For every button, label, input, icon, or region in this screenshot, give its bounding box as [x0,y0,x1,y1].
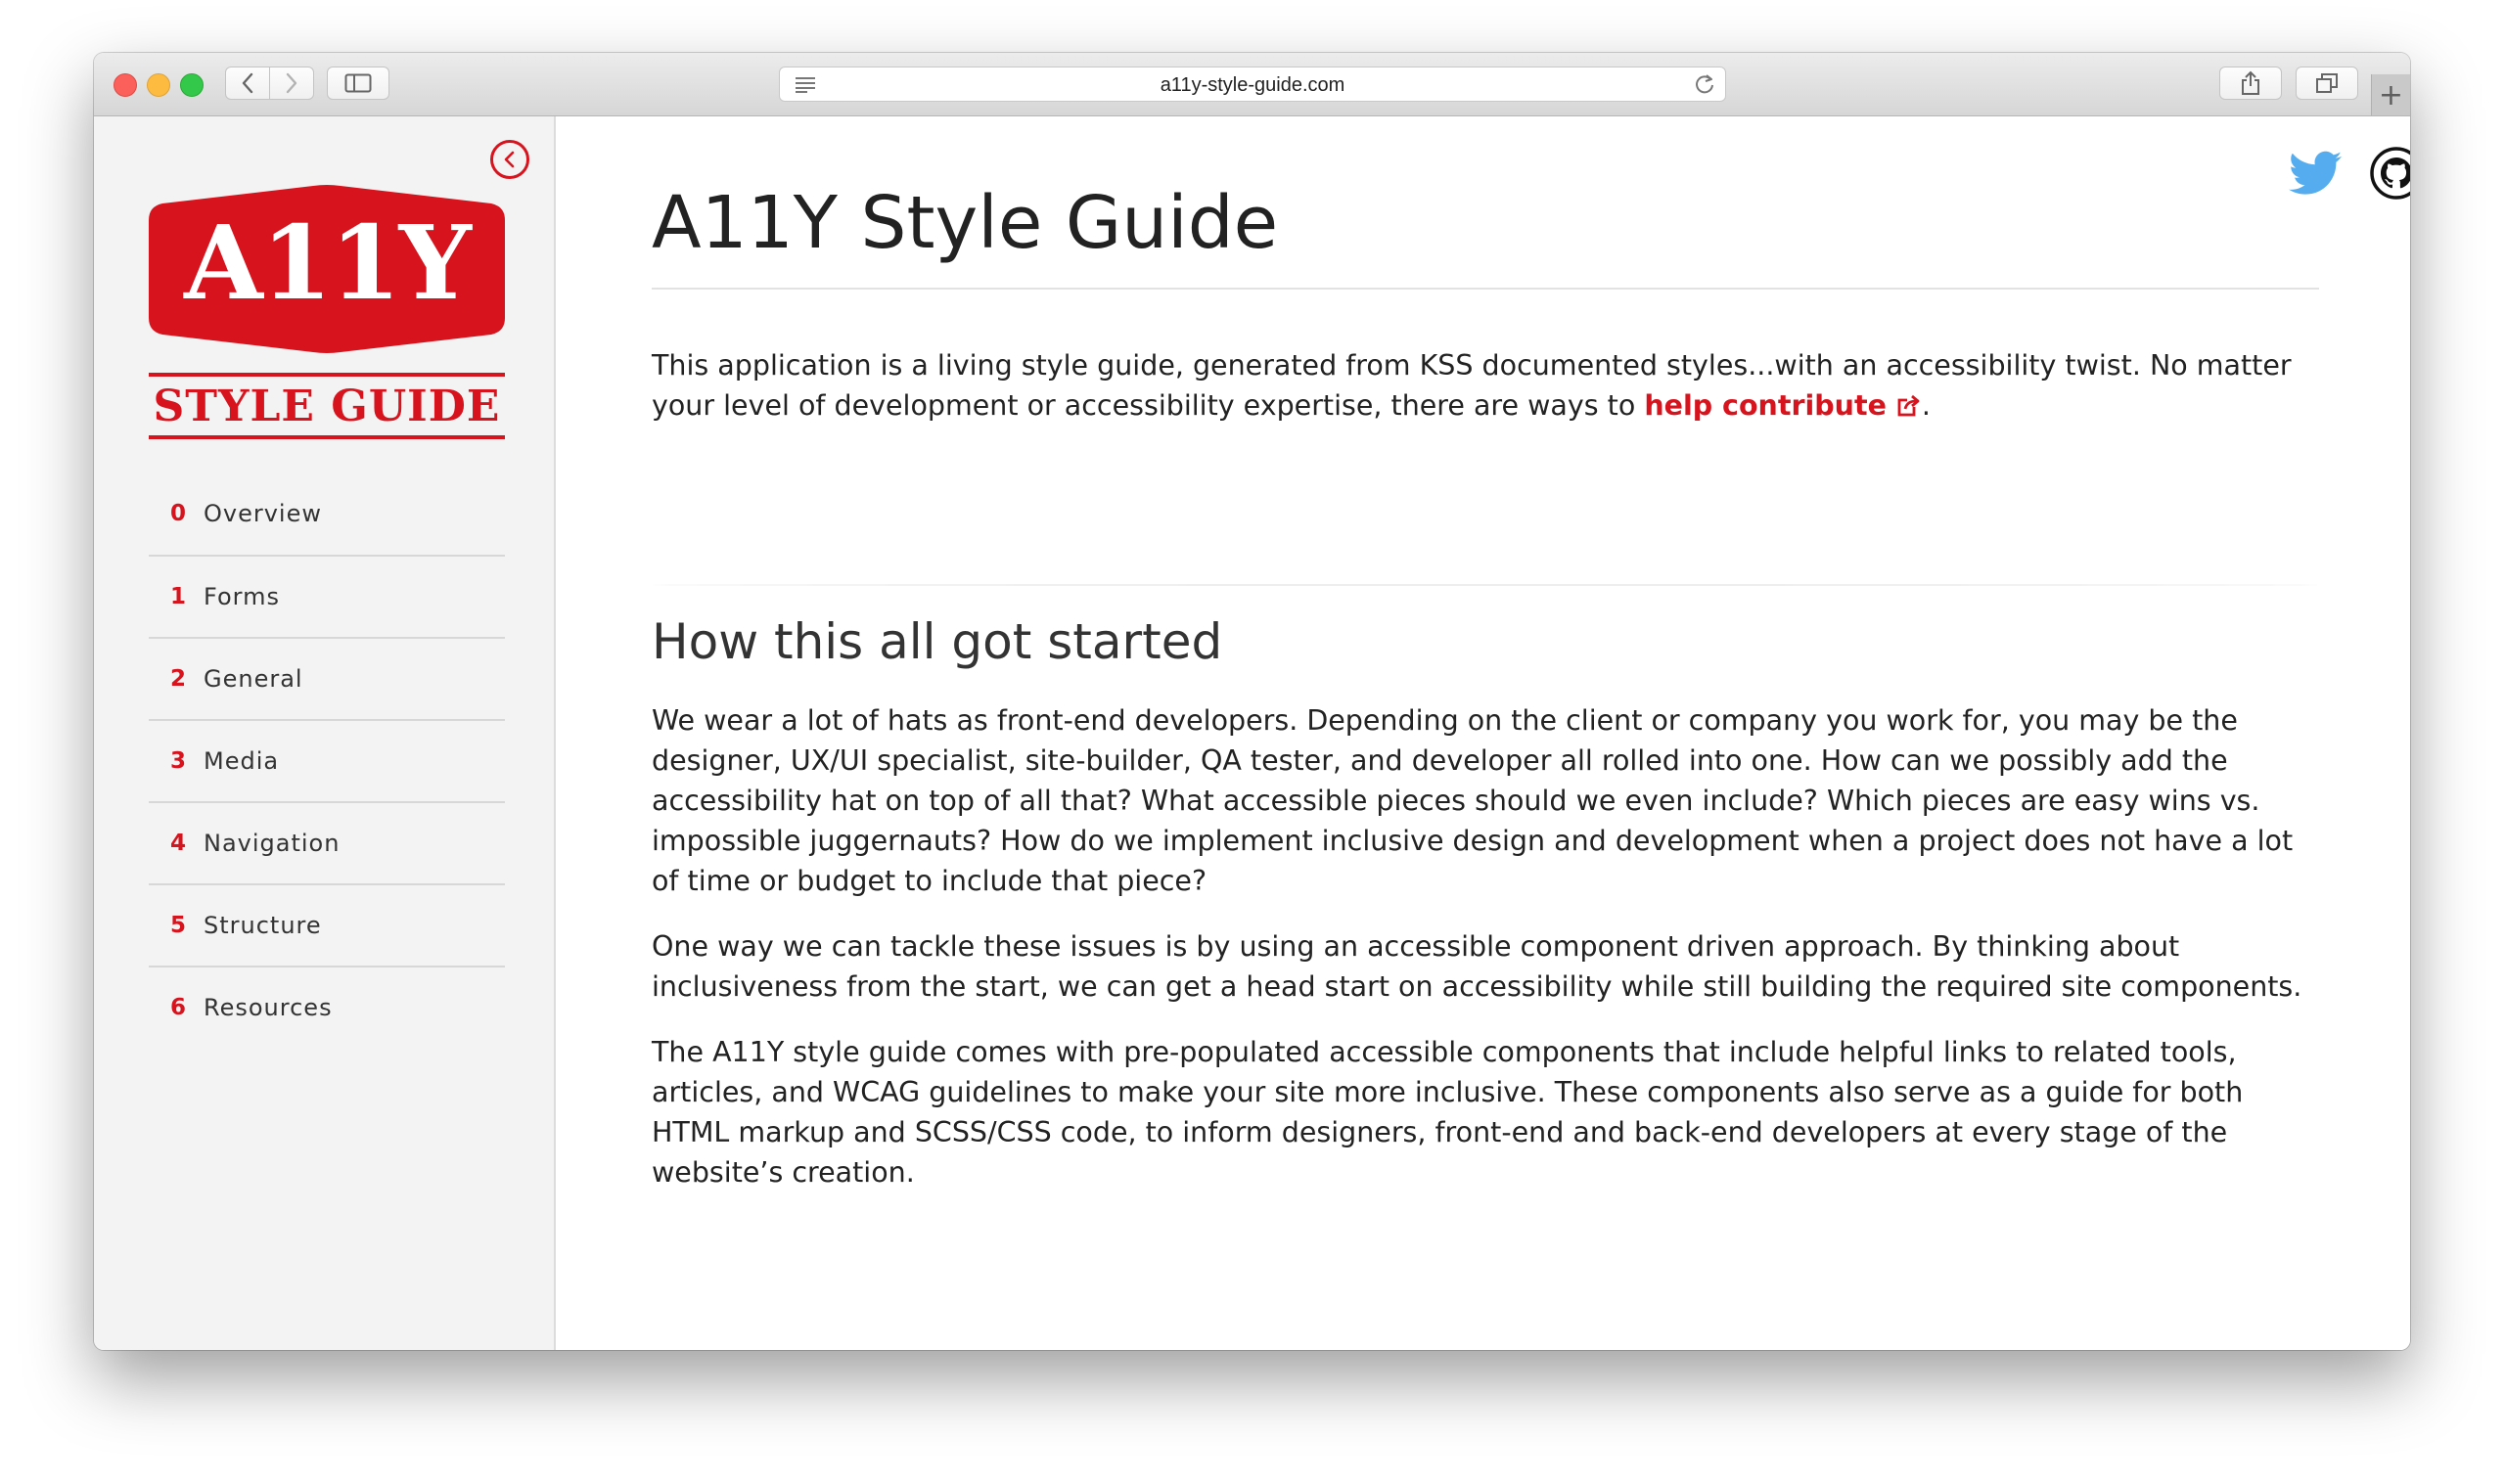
logo-top-rule [149,373,505,377]
sidebar-item-label: Navigation [204,830,341,857]
section-paragraph: The A11Y style guide comes with pre-populated accessible components that include helpful links to related tools, articles, and WCAG guidelines to make your site more inclusive. These components also serve as a guide for both HTML markup and SCSS/CSS code, to inform designers, front-end and back-end developers at every stage of the website’s creation. [652,1036,2244,1189]
sidebar-icon [344,73,372,93]
sidebar-item-number: 2 [170,666,187,692]
collapse-sidebar-button[interactable] [490,140,529,179]
browser-window [94,53,2410,1350]
back-icon [241,72,254,94]
forward-button[interactable] [269,67,314,100]
logo-bottom-rule [149,435,505,439]
intro-text: This application is a living style guide, generated from KSS documented styles...with an accessibility twist. No matter your level of development or accessibility expertise, there are ways to [652,349,2292,422]
section-body [652,700,2325,1218]
external-link-icon [1896,394,1922,418]
sidebar-item-general[interactable] [149,637,505,719]
sidebar-nav [149,472,505,1048]
intro-text-end: . [1921,389,1931,422]
main-content [556,116,2410,1350]
sidebar-item-navigation[interactable] [149,801,505,883]
sidebar-item-number: 6 [170,995,187,1020]
sidebar-item-number: 4 [170,831,187,856]
help-contribute-link[interactable] [1644,389,1922,422]
twitter-icon [2289,151,2342,196]
back-button[interactable] [225,67,270,100]
sidebar-item-label: Structure [204,912,322,939]
help-contribute-label: help contribute [1644,389,1887,422]
forward-icon [285,72,298,94]
logo-subtitle: STYLE GUIDE [153,382,501,431]
sidebar [94,116,556,1350]
logo-badge-text: A11Y [184,202,470,323]
close-window-button[interactable] [114,73,137,97]
section-paragraph: We wear a lot of hats as front-end developers. Depending on the client or company you work for, you may be the designer, UX/UI specialist, site-builder, QA tester, and developer all rolled into one. How can we possibly add the accessibility hat on top of all that? What accessible pieces should we even include? Which pieces are easy wins vs. impossible juggernauts? How do we implement inclusive design and development when a project does not have a lot of time or budget to include that piece? [652,704,2294,897]
section-paragraph: One way we can tackle these issues is by using an accessible component driven approach. By thinking about inclusiveness from the start, we can get a head start on accessibility while still building the required site components. [652,930,2302,1003]
sidebar-item-media[interactable] [149,719,505,801]
section-heading: How this all got started [652,613,1223,670]
zoom-window-button[interactable] [180,73,204,97]
show-tabs-button[interactable] [2296,67,2358,100]
reload-icon[interactable] [1694,73,1715,95]
share-icon [2240,70,2261,96]
page-title: A11Y Style Guide [652,181,1279,265]
address-bar[interactable] [779,67,1726,102]
github-link[interactable] [2369,146,2410,201]
collapse-icon [503,151,517,168]
twitter-link[interactable] [2288,146,2343,201]
intro-paragraph [652,345,2319,426]
section-divider [652,584,2319,586]
new-tab-button[interactable]: + [2371,74,2410,115]
tabs-icon [2315,72,2339,94]
sidebar-item-forms[interactable] [149,555,505,637]
sidebar-item-resources[interactable] [149,966,505,1048]
sidebar-item-number: 1 [170,584,187,609]
sidebar-item-label: Forms [204,583,280,610]
github-icon [2369,146,2410,201]
minimize-window-button[interactable] [147,73,170,97]
browser-toolbar [94,53,2410,116]
site-logo[interactable] [149,185,505,441]
share-button[interactable] [2219,67,2282,100]
sidebar-item-number: 5 [170,913,187,938]
title-divider [652,288,2319,290]
sidebar-item-number: 0 [170,501,187,526]
sidebar-item-label: Resources [204,994,333,1021]
url-text[interactable]: a11y-style-guide.com [1160,74,1345,96]
sidebar-item-overview[interactable] [149,472,505,555]
sidebar-item-number: 3 [170,748,187,774]
show-sidebar-button[interactable] [327,67,389,100]
sidebar-item-structure[interactable] [149,883,505,966]
sidebar-item-label: General [204,665,303,693]
sidebar-item-label: Overview [204,500,322,527]
sidebar-item-label: Media [204,747,280,775]
